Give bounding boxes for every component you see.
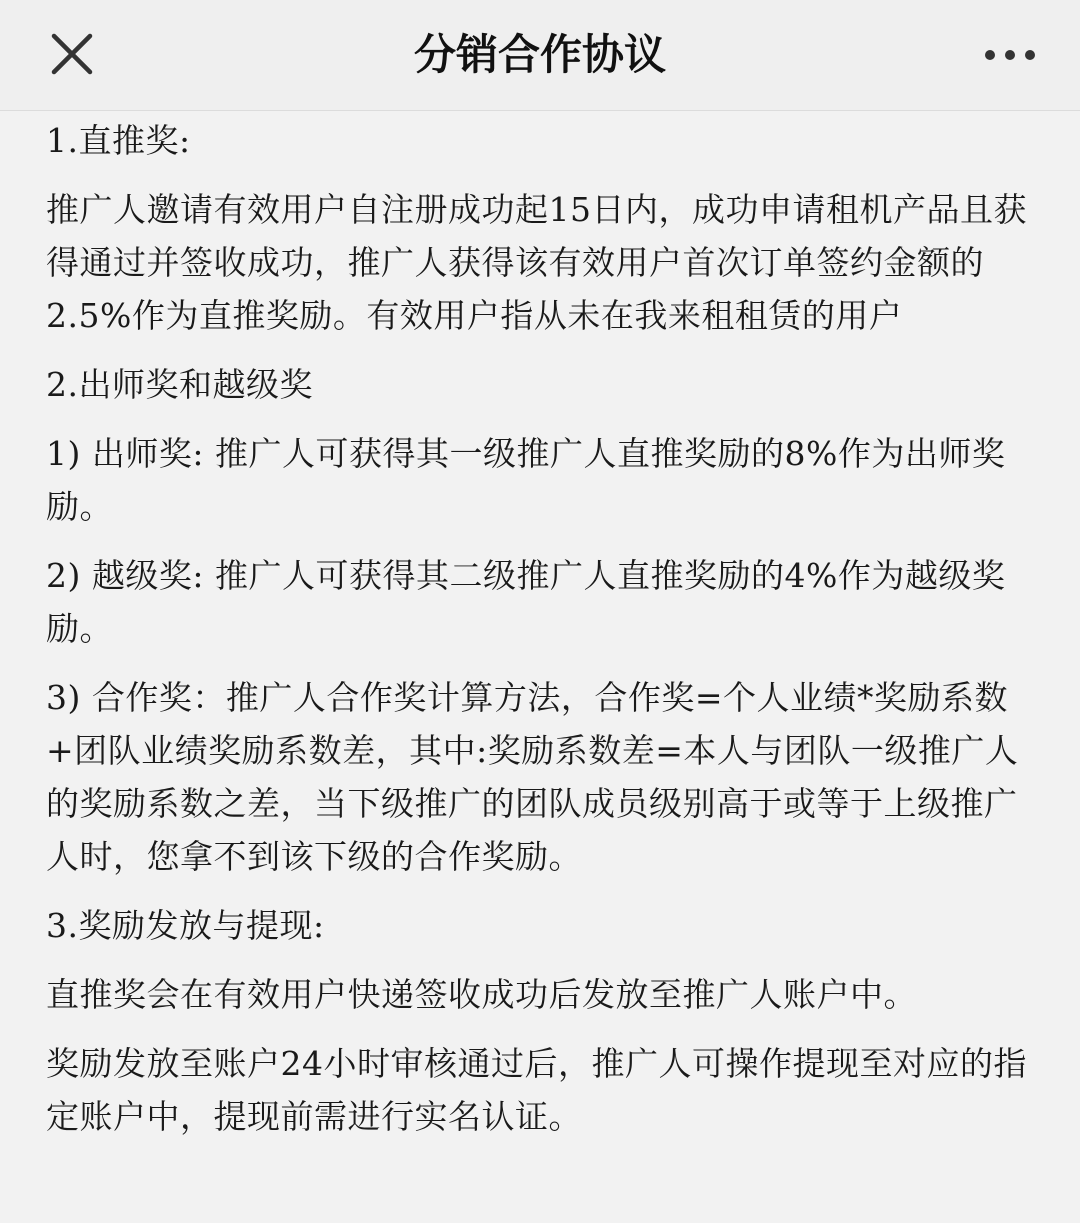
section-1-title: 1.直推奖: — [46, 121, 191, 160]
page-title: 分销合作协议 — [413, 30, 666, 79]
more-icon — [974, 30, 1046, 80]
section-2-title: 2.出师奖和越级奖 — [46, 365, 313, 404]
close-button[interactable] — [44, 26, 100, 82]
section-2-cooperation-award: 3) 合作奖：推广人合作奖计算方法，合作奖=个人业绩*奖励系数+团队业绩奖励系数差，其中:奖励系数差=本人与团队一级推广人的奖励系数之差，当下级推广的团队成员级别高于或等于上级推广人时，您拿不到该下级的合作奖励。 — [46, 678, 1019, 876]
section-3-issuance: 直推奖会在有效用户快递签收成功后发放至推广人账户中。 — [46, 975, 917, 1014]
section-3-title: 3.奖励发放与提现: — [46, 906, 325, 945]
section-2-mentor-award: 1) 出师奖: 推广人可获得其一级推广人直推奖励的8%作为出师奖励。 — [46, 434, 1006, 526]
section-1-body: 推广人邀请有效用户自注册成功起15日内，成功申请租机产品且获得通过并签收成功，推广人获得该有效用户首次订单签约金额的2.5%作为直推奖励。有效用户指从未在我来租租赁的用户 — [46, 190, 1027, 335]
more-button[interactable] — [974, 30, 1046, 80]
section-3-withdrawal: 奖励发放至账户24小时审核通过后，推广人可操作提现至对应的指定账户中，提现前需进行实名认证。 — [46, 1044, 1027, 1136]
agreement-content — [46, 112, 1036, 1223]
close-icon — [44, 26, 100, 82]
nav-bar — [0, 0, 1080, 111]
section-2-skip-level-award: 2) 越级奖: 推广人可获得其二级推广人直推奖励的4%作为越级奖励。 — [46, 556, 1006, 648]
